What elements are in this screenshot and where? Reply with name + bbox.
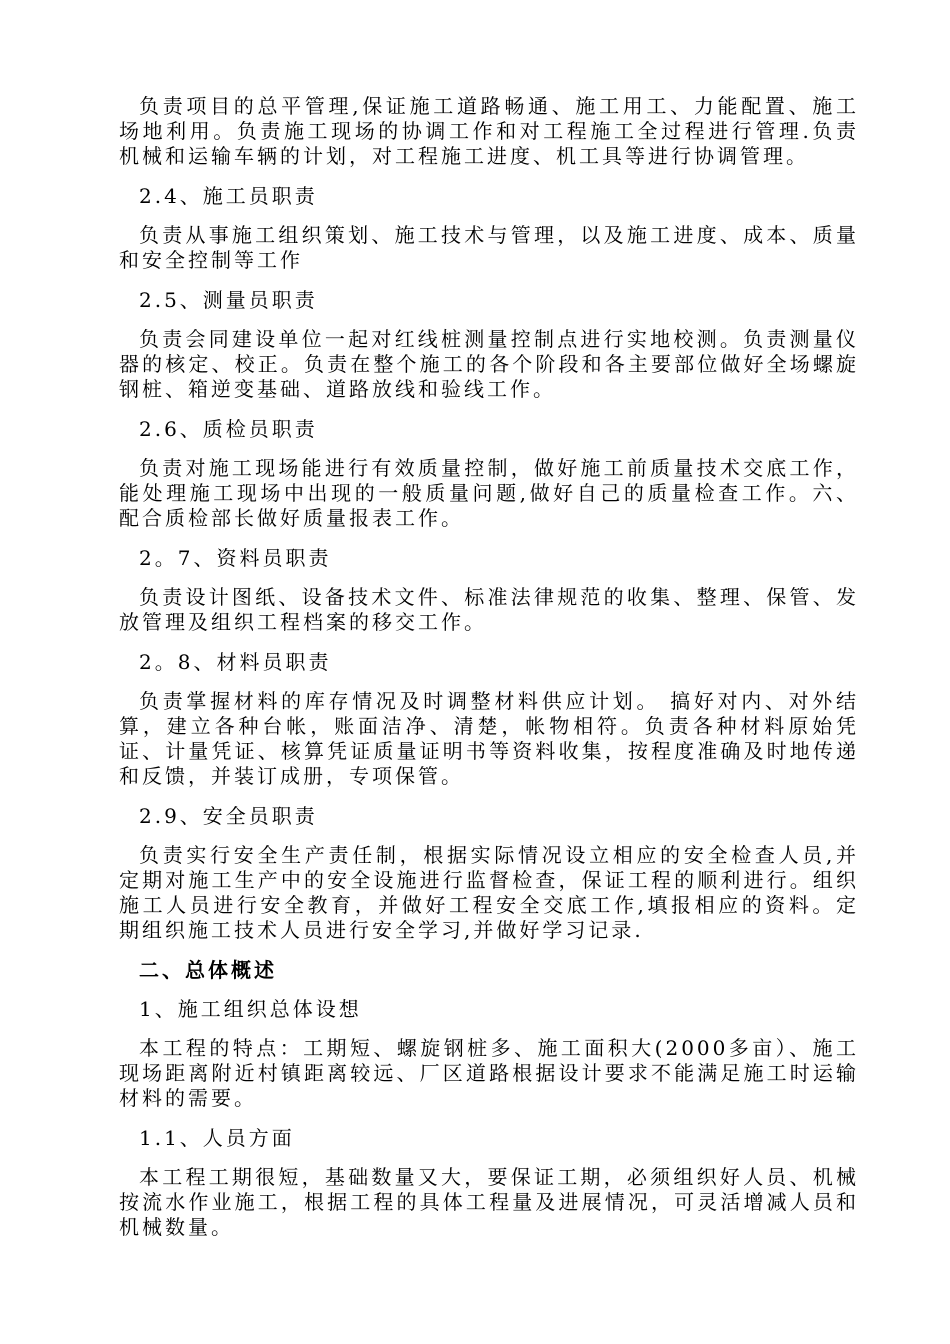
paragraph-project-manager-duties: 负责项目的总平管理,保证施工道路畅通、施工用工、力能配置、施工场地利用。负责施工现场的协调工作和对工程施工全过程进行管理.负责机械和运输车辆的计划，对工程施工进度、机工具等进行协调管理。: [119, 94, 859, 168]
heading-overall-plan: 1、施工组织总体设想: [139, 997, 362, 1021]
paragraph-surveyor-duties: 负责会同建设单位一起对红线桩测量控制点进行实地校测。负责测量仪器的核定、校正。负责在整个施工的各个阶段和各主要部位做好全场螺旋钢桩、箱逆变基础、道路放线和验线工作。: [119, 327, 859, 401]
heading-surveyor-duties: 2.5、测量员职责: [139, 288, 318, 312]
paragraph-materials-clerk-duties: 负责掌握材料的库存情况及时调整材料供应计划。 搞好对内、对外结算，建立各种台帐，账面洁净、清楚，帐物相符。负责各种材料原始凭证、计量凭证、核算凭证质量证明书等资料收集，按程度准确及时地传递和反馈，并装订成册，专项保管。: [119, 689, 859, 788]
section-title-overview: 二、总体概述: [139, 958, 277, 982]
heading-safety-officer-duties: 2.9、安全员职责: [139, 804, 318, 828]
paragraph-project-features: 本工程的特点：工期短、螺旋钢桩多、施工面积大(2000多亩）、施工现场距离附近村镇距离较远、厂区道路根据设计要求不能满足施工时运输材料的需要。: [119, 1036, 859, 1110]
heading-materials-clerk-duties: 2。8、材料员职责: [139, 650, 332, 674]
paragraph-safety-officer-duties: 负责实行安全生产责任制，根据实际情况设立相应的安全检查人员,并定期对施工生产中的安全设施进行监督检查，保证工程的顺利进行。组织施工人员进行安全教育，并做好工程安全交底工作,填报相应的资料。定期组织施工技术人员进行安全学习,并做好学习记录.: [119, 843, 859, 942]
paragraph-construction-worker-duties: 负责从事施工组织策划、施工技术与管理，以及施工进度、成本、质量和安全控制等工作: [119, 223, 859, 272]
heading-documentation-clerk-duties: 2。7、资料员职责: [139, 546, 332, 570]
document-body: [119, 94, 859, 1255]
heading-personnel: 1.1、人员方面: [139, 1126, 295, 1150]
paragraph-quality-inspector-duties: 负责对施工现场能进行有效质量控制，做好施工前质量技术交底工作，能处理施工现场中出现的一般质量问题,做好自己的质量检查工作。六、 配合质检部长做好质量报表工作。: [119, 456, 859, 530]
heading-construction-worker-duties: 2.4、施工员职责: [139, 184, 318, 208]
heading-quality-inspector-duties: 2.6、质检员职责: [139, 417, 318, 441]
paragraph-personnel: 本工程工期很短，基础数量又大，要保证工期，必须组织好人员、机械按流水作业施工，根据工程的具体工程量及进展情况，可灵活增减人员和机械数量。: [119, 1165, 859, 1239]
paragraph-documentation-clerk-duties: 负责设计图纸、设备技术文件、标准法律规范的收集、整理、保管、发放管理及组织工程档案的移交工作。: [119, 585, 859, 634]
